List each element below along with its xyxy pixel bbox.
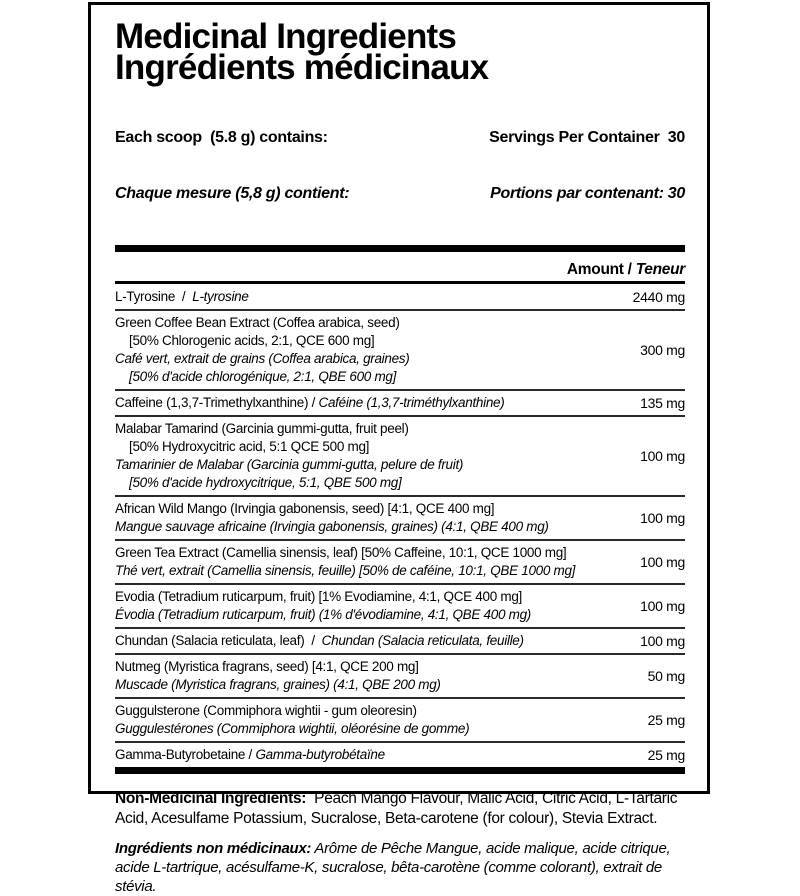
ingredient-name-fr: [50% d'acide hydroxycitrique, 5:1, QBE 500 mg] [129,475,402,490]
ingredient-amount: 100 mg [640,598,685,614]
ingredient-line [115,474,621,492]
ingredient-table [115,285,685,767]
ingredient-name-fr: Muscade (Myristica fragrans, graines) (4:1, QBE 200 mg) [115,677,441,692]
ingredient-name-fr: Gamma-butyrobétaïne [255,747,385,762]
ingredient-line [115,658,621,676]
non-medicinal-fr [115,839,685,896]
ingredient-line [115,314,621,332]
servings-per-container-fr: Portions par contenant: 30 [490,184,685,202]
ingredient-name-en: Gamma-Butyrobetaine / [115,747,256,762]
ingredient-line [115,420,621,438]
ingredient-amount: 100 mg [640,633,685,649]
ingredient-line [115,332,621,350]
table-row [115,743,685,767]
ingredient-line [115,746,621,764]
ingredient-text [115,394,621,412]
table-row [115,311,685,391]
ingredient-line [115,368,621,386]
ingredient-name-fr: Mangue sauvage africaine (Irvingia gabonensis, graines) (4:1, QBE 400 mg) [115,519,549,534]
ingredient-line [115,720,621,738]
ingredient-line [115,438,621,456]
non-medicinal-text-en: Peach Mango Flavour, Malic Acid, Citric Acid, L-Tartaric Acid, Acesulfame Potassium, Sucralose, Beta-carotene (for colour), Stevia Extract. [115,790,681,827]
ingredient-amount: 25 mg [647,712,685,728]
ingredient-amount: 100 mg [640,448,685,464]
ingredient-line [115,500,621,518]
supplement-facts-panel [88,2,710,895]
non-medicinal-label-fr: Ingrédients non médicinaux: [115,840,312,857]
amount-header-divider [115,281,685,284]
ingredient-text [115,658,621,694]
ingredient-name-fr: Caféine (1,3,7-triméthylxanthine) [318,395,505,410]
ingredient-text [115,420,621,492]
ingredient-line [115,632,621,650]
ingredient-name-en: Evodia (Tetradium ruticarpum, fruit) [1% Evodiamine, 4:1, QCE 400 mg] [115,589,522,604]
ingredient-line [115,562,621,580]
ingredient-text [115,632,621,650]
ingredient-line [115,702,621,720]
ingredient-name-fr: Thé vert, extrait (Camellia sinensis, feuille) [50% de caféine, 10:1, QBE 1000 mg] [115,563,576,578]
amount-header-separator: / [623,261,636,278]
serving-size-en: Each scoop (5.8 g) contains: [115,129,328,146]
panel-title [115,17,685,87]
ingredient-line [115,456,621,474]
ingredient-text [115,500,621,536]
ingredient-name-en: Caffeine (1,3,7-Trimethylxanthine) / [115,395,319,410]
amount-header-en: Amount [566,261,624,278]
table-row [115,699,685,743]
panel-title-en: Medicinal Ingredients [115,17,457,56]
serving-size [115,92,349,240]
ingredient-name-en: Green Tea Extract (Camellia sinensis, leaf) [50% Caffeine, 10:1, QCE 1000 mg] [115,545,567,560]
panel-title-fr: Ingrédients médicinaux [115,48,489,87]
ingredient-line [115,288,621,306]
serving-info-row [115,92,685,240]
ingredient-name-fr: Chundan (Salacia reticulata, feuille) [321,633,524,648]
ingredient-amount: 50 mg [647,668,685,684]
ingredient-amount: 300 mg [640,342,685,358]
ingredient-line [115,518,621,536]
ingredient-name-fr: Tamarinier de Malabar (Garcinia gummi-gutta, pelure de fruit) [115,457,464,472]
table-row [115,629,685,655]
table-row [115,417,685,497]
ingredient-line [115,544,621,562]
ingredient-name-fr: Guggulestérones (Commiphora wightii, oléorésine de gomme) [115,721,470,736]
serving-size-fr: Chaque mesure (5,8 g) contient: [115,184,350,202]
ingredient-amount: 2440 mg [632,289,685,305]
ingredient-name-en: African Wild Mango (Irvingia gabonensis, seed) [4:1, QCE 400 mg] [115,501,495,516]
amount-column-header [115,261,685,278]
non-medicinal-text-fr: Arôme de Pêche Mangue, acide malique, acide citrique, acide L-tartrique, acésulfame-K, sucralose, bêta-carotène (comme colorant), extrait de stévia. [115,840,675,895]
table-row [115,585,685,629]
table-bottom-bar [115,767,685,774]
table-row [115,391,685,417]
ingredient-text [115,588,621,624]
ingredient-name-en: Malabar Tamarind (Garcinia gummi-gutta, fruit peel) [115,421,409,436]
ingredient-name-en: [50% Chlorogenic acids, 2:1, QCE 600 mg] [129,333,375,348]
ingredient-name-fr: Évodia (Tetradium ruticarpum, fruit) (1% d'évodiamine, 4:1, QBE 400 mg) [115,607,531,622]
table-row [115,655,685,699]
ingredient-amount: 25 mg [647,747,685,763]
ingredient-text [115,702,621,738]
ingredient-text [115,746,621,764]
servings-per-container-en: Servings Per Container 30 [489,129,685,146]
ingredient-text [115,544,621,580]
ingredient-name-en: [50% Hydroxycitric acid, 5:1 QCE 500 mg] [129,439,370,454]
ingredient-text [115,288,621,306]
ingredient-name-en: Green Coffee Bean Extract (Coffea arabica, seed) [115,315,400,330]
amount-header-fr: Teneur [635,261,685,278]
ingredient-amount: 100 mg [640,510,685,526]
ingredient-line [115,676,621,694]
ingredient-line [115,588,621,606]
ingredient-name-en: L-Tyrosine / [115,289,193,304]
ingredient-name-en: Nutmeg (Myristica fragrans, seed) [4:1, QCE 200 mg] [115,659,419,674]
ingredient-name-en: Chundan (Salacia reticulata, leaf) / [115,633,322,648]
ingredient-name-en: Guggulsterone (Commiphora wightii - gum oleoresin) [115,703,417,718]
ingredient-amount: 100 mg [640,554,685,570]
table-row [115,285,685,311]
ingredient-line [115,606,621,624]
ingredient-text [115,314,621,386]
ingredient-amount: 135 mg [640,395,685,411]
header-divider-bar [115,245,685,252]
ingredient-name-fr: Café vert, extrait de grains (Coffea arabica, graines) [115,351,410,366]
non-medicinal-en [115,789,685,828]
ingredient-line [115,394,621,412]
servings-per-container [489,92,685,240]
ingredient-name-fr: [50% d'acide chlorogénique, 2:1, QBE 600 mg] [129,369,397,384]
table-row [115,541,685,585]
ingredient-line [115,350,621,368]
ingredient-name-fr: L-tyrosine [192,289,249,304]
table-row [115,497,685,541]
non-medicinal-label-en: Non-Medicinal Ingredients: [115,790,307,807]
